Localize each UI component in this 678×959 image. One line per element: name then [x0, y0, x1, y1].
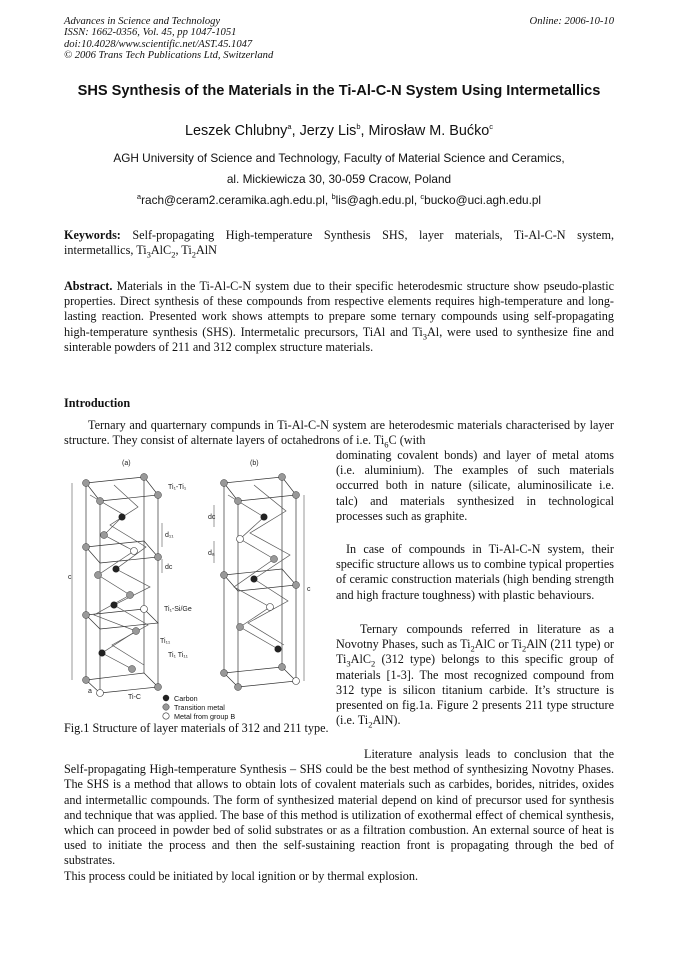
section-heading-introduction: Introduction [64, 396, 131, 410]
legend-label-transition-metal: Transition metal [174, 703, 225, 712]
email-link[interactable]: lis@agh.edu.pl [335, 193, 414, 207]
bottom-paragraph [64, 747, 614, 884]
email-list [64, 193, 614, 207]
paragraph-text: (312 type) belongs to this specific group of materials [1-3]. The most recognized compound from 312 type is silicon titanium carbide. It’s structure is presented on fig.1a. Figure 2 presents 211 type structure (i.e. Ti [336, 652, 614, 728]
label-dti: d₁₁ [165, 532, 174, 539]
author-mark: b [356, 122, 361, 132]
email-link[interactable]: bucko@uci.agh.edu.pl [424, 193, 542, 207]
email-link[interactable]: rach@ceram2.ceramika.agh.edu.pl [141, 193, 325, 207]
figure-caption: Fig.1 Structure of layer materials of 312 and 211 type. [64, 721, 329, 735]
doi-line: doi:10.4028/www.scientific.net/AST.45.1047 [64, 38, 253, 50]
label-ti-ti: Ti₁-Ti₁ [168, 484, 187, 491]
paragraph-text: C (with [388, 433, 426, 448]
formula-part: AlN [195, 243, 217, 258]
abstract-label: Abstract. [64, 279, 113, 293]
intro-paragraph [64, 418, 614, 448]
column-paragraph: In case of compounds in Ti-Al-C-N system, their specific structure allows us to combine typical properties of ceramic construction materials (high bending strength and high fracture toughness) with plastic behaviours. [336, 542, 614, 602]
author-mark: a [287, 122, 292, 132]
formula-part: , Ti [175, 243, 192, 258]
email-mark: c [420, 192, 425, 202]
paragraph-text: Ternary compounds referred in literature as a Novotny Phases, such as Ti [336, 622, 614, 652]
keywords-text: Self-propagating High-temperature Synthesis SHS, layer materials, Ti-Al-C-N system, intermetallics, Ti [64, 228, 614, 258]
separator: , [291, 123, 300, 139]
paragraph-text: AlC or Ti [474, 637, 522, 652]
journal-header [64, 16, 273, 62]
address-line: al. Mickiewicza 30, 30-059 Cracow, Poland [226, 172, 452, 186]
email-mark: a [136, 192, 142, 202]
crystal-structure-diagram [64, 455, 332, 723]
figure-legend [163, 694, 236, 721]
legend-swatch-transition-metal [163, 704, 169, 710]
subscript: 3 [346, 658, 351, 669]
abstract [64, 279, 614, 355]
journal-name: Advances in Science and Technology [64, 16, 221, 27]
paragraph-text: Ternary and quarternary compunds in Ti-Al-C-N system are heterodesmic materials characterised by layer structure. They consist of alternate layers of octahedrons of i.e. Ti [64, 418, 614, 448]
paragraph-text: This process could be initiated by local ignition or by thermal explosion. [64, 868, 419, 883]
atoms-211 [221, 474, 300, 691]
column-paragraph [336, 622, 614, 728]
paragraph-text: AlN). [372, 713, 401, 728]
paragraph-text: AlN (211 type) or Ti [336, 637, 614, 667]
subscript: 3 [146, 249, 151, 260]
subscript: 2 [368, 719, 373, 730]
label-da-b: dₐ [208, 550, 215, 557]
figure-1 [64, 455, 332, 723]
email-mark: b [331, 192, 336, 202]
separator: , [413, 193, 421, 207]
legend-swatch-metal-group-b [163, 713, 169, 719]
author-name: Jerzy Lis [299, 123, 357, 139]
subscript: 2 [521, 643, 527, 654]
author-name: Mirosław M. Bućko [368, 123, 490, 139]
label-c-right: c [307, 586, 311, 593]
legend-swatch-carbon [163, 695, 169, 701]
abstract-text: Al, were used to synthesize fine and sinterable powders of 211 and 312 complex structure materials. [64, 324, 614, 354]
affiliation-line: AGH University of Science and Technology, Faculty of Material Science and Ceramics, [113, 151, 565, 165]
label-ti-i-ti-ii: Ti₁ Ti₁₁ [168, 652, 189, 659]
subscript: 2 [470, 643, 475, 654]
issn-line: ISSN: 1662-0356, Vol. 45, pp 1047-1051 [64, 27, 237, 39]
keywords [64, 228, 614, 258]
label-ti-ii: Ti₁₁ [160, 638, 171, 645]
label-ti-c: Ti-C [128, 694, 141, 701]
keywords-label: Keywords: [64, 228, 121, 242]
label-dc: dᴄ [165, 564, 173, 571]
legend-label-metal-group-b: Metal from group B [174, 712, 236, 721]
subscript: 2 [191, 249, 196, 260]
paragraph-text: AlC [350, 652, 371, 667]
formula-part: AlC [150, 243, 172, 258]
abstract-text: Materials in the Ti-Al-C-N system due to their specific heterodesmic structure show pseudo-plastic properties. Direct synthesis of these compounds from respective elements requires high-temperature and long-lasting reaction. Presented work shows attempts to prepare some ternary compounds using self-propagating high-temperature synthesis (SHS). Intermetalic precursors, TiAl and Ti [64, 279, 614, 339]
label-a: a [88, 688, 92, 695]
separator: , [324, 193, 332, 207]
subscript: 2 [370, 658, 376, 669]
online-date: Online: 2006-10-10 [529, 16, 614, 27]
author-list [64, 123, 614, 139]
structure-312 [86, 477, 158, 693]
legend-label-carbon: Carbon [174, 694, 198, 703]
author-mark: c [489, 122, 494, 132]
author-name: Leszek Chlubny [184, 123, 288, 139]
label-ti-si-ge: Ti₁-Si/Ge [164, 606, 192, 613]
label-c: c [68, 574, 72, 581]
column-paragraph: dominating covalent bonds) and layer of metal atoms (i.e. aluminium). The examples of such materials occurred both in nature (silicate, aluminosilicate i.e. talc) and materials synthesized in technological processes such as graphite. [336, 448, 614, 523]
structure-211 [224, 477, 296, 687]
panel-label-b: (b) [250, 460, 259, 467]
subscript: 2 [171, 249, 176, 260]
copyright-line: © 2006 Trans Tech Publications Ltd, Switzerland [64, 50, 274, 62]
subscript: 6 [384, 439, 389, 450]
label-dc-b: dᴄ [208, 514, 216, 521]
atoms-312 [83, 474, 162, 697]
separator: , [360, 123, 369, 139]
panel-label-a: (a) [122, 460, 131, 467]
paper-title: SHS Synthesis of the Materials in the Ti-Al-C-N System Using Intermetallics [77, 83, 601, 99]
paragraph-text: Literature analysis leads to conclusion that the Self-propagating High-temperature Synthesis – SHS could be the best method of synthesizing Novotny Phases. The SHS is a method that allows to obtain lots of covalent materials such as carbides, borides, nitrides, oxides and intermetallic compounds. The form of synthesized material depend on kind of precursor used for synthesis and technique that was applied. The base of this method is utilization of exothermal effect of chemical synthesis, which can proceed in powder bed of solid substrates or as a filtration combustion. An external source of heat is used to initiate the process and then the self-sustaining reaction front is propagating through the bed of substrates. [64, 747, 614, 868]
subscript: 3 [422, 331, 427, 342]
